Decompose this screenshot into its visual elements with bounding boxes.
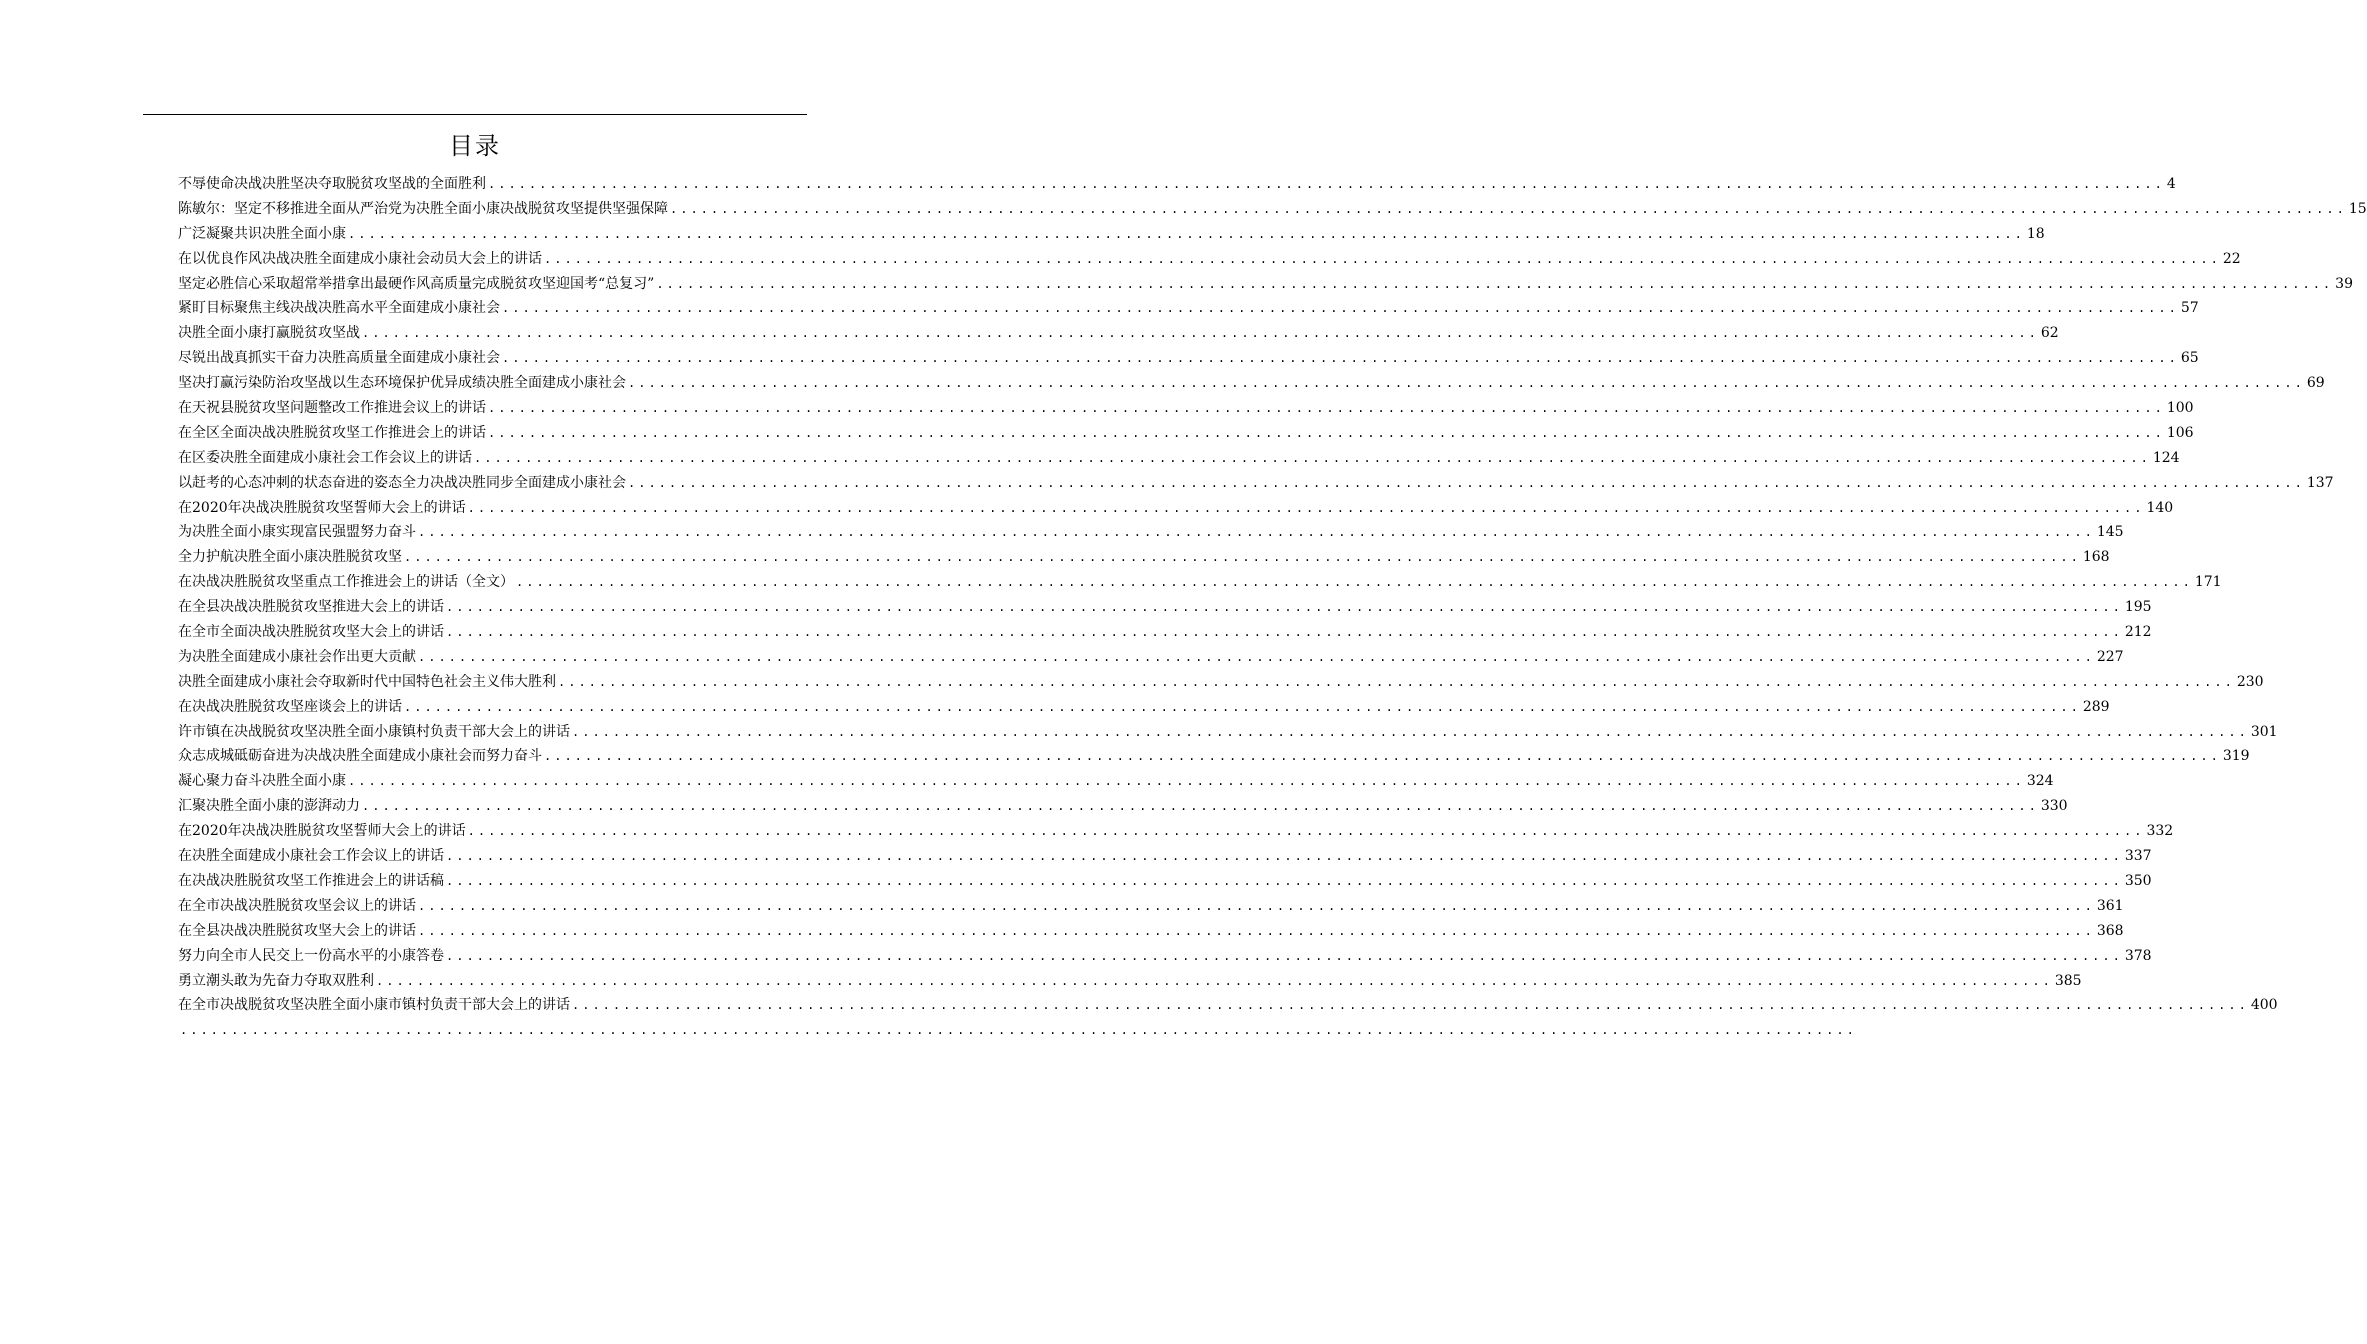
toc-entry[interactable] <box>178 720 2278 745</box>
toc-dot-leader <box>544 247 2221 272</box>
toc-entry[interactable] <box>178 620 2152 645</box>
toc-dot-leader <box>628 371 2305 396</box>
toc-entry-title[interactable]: 在全市决战决胜脱贫攻坚会议上的讲话 <box>178 897 416 914</box>
toc-dot-leader <box>488 172 2165 197</box>
toc-entry-title[interactable]: 凝心聚力奋斗决胜全面小康 <box>178 773 346 790</box>
toc-entry[interactable] <box>178 794 2068 819</box>
toc-entry[interactable] <box>178 645 2124 670</box>
toc-entry[interactable] <box>178 595 2152 620</box>
toc-entry-title[interactable]: 在决战决胜脱贫攻坚工作推进会上的讲话稿 <box>178 872 444 889</box>
toc-dot-leader <box>446 844 2123 869</box>
toc-entry[interactable] <box>178 371 2325 396</box>
toc-page-number[interactable]: 319 <box>2222 748 2250 765</box>
toc-page-number[interactable]: 212 <box>2124 624 2152 641</box>
toc-page-number[interactable]: 15 <box>2348 200 2367 217</box>
toc-entry[interactable] <box>178 296 2199 321</box>
toc-page-number[interactable]: 168 <box>2082 549 2110 566</box>
toc-entry[interactable] <box>178 570 2222 595</box>
toc-page-number[interactable]: 22 <box>2222 250 2241 267</box>
toc-dot-leader <box>446 595 2123 620</box>
toc-entry-title[interactable]: 在2020年决战决胜脱贫攻坚誓师大会上的讲话 <box>178 823 466 840</box>
toc-dot-leader <box>180 1018 1857 1043</box>
toc-dot-leader <box>502 346 2179 371</box>
toc-entry[interactable] <box>178 471 2334 496</box>
toc-entry[interactable] <box>178 869 2152 894</box>
toc-dot-leader <box>418 919 2095 944</box>
toc-page-number[interactable]: 100 <box>2166 400 2194 417</box>
toc-page-number[interactable]: 106 <box>2166 424 2194 441</box>
toc-page-number[interactable]: 400 <box>2250 997 2278 1014</box>
toc-entry-title[interactable]: 在决战决胜脱贫攻坚重点工作推进会上的讲话（全文） <box>178 574 514 591</box>
page-title: 目录 <box>449 132 501 160</box>
toc-page-number[interactable]: 145 <box>2096 524 2124 541</box>
toc-entry-title[interactable]: 勇立潮头敢为先奋力夺取双胜利 <box>178 972 374 989</box>
toc-entry-title[interactable]: 许市镇在决战脱贫攻坚决胜全面小康镇村负责干部大会上的讲话 <box>178 723 570 740</box>
toc-entry-title[interactable]: 在全区全面决战决胜脱贫攻坚工作推进会上的讲话 <box>178 424 486 441</box>
toc-page-number[interactable]: 368 <box>2096 922 2124 939</box>
toc-entry-title[interactable]: 为决胜全面建成小康社会作出更大贡献 <box>178 648 416 665</box>
toc-dot-leader <box>404 545 2081 570</box>
toc-entry-title[interactable]: 众志成城砥砺奋进为决战决胜全面建成小康社会而努力奋斗 <box>178 748 542 765</box>
toc-entry[interactable] <box>178 1018 806 1043</box>
toc-page-number[interactable]: 124 <box>2152 449 2180 466</box>
toc-entry-title[interactable]: 尽锐出战真抓实干奋力决胜高质量全面建成小康社会 <box>178 350 500 367</box>
toc-dot-leader <box>376 969 2053 994</box>
toc-entry[interactable] <box>178 496 2174 521</box>
toc-page-number[interactable]: 385 <box>2054 972 2082 989</box>
toc-entry-title[interactable]: 在全市全面决战决胜脱贫攻坚大会上的讲话 <box>178 624 444 641</box>
toc-page-number[interactable]: 4 <box>2166 176 2176 192</box>
toc-entry[interactable] <box>178 744 2250 769</box>
toc-page-number[interactable]: 62 <box>2040 325 2059 342</box>
table-of-contents <box>178 172 2367 1043</box>
toc-entry[interactable] <box>178 172 2176 197</box>
toc-entry[interactable] <box>178 421 2194 446</box>
toc-entry[interactable] <box>178 545 2110 570</box>
toc-page-number[interactable]: 301 <box>2250 723 2278 740</box>
toc-entry-title[interactable]: 坚定必胜信心采取超常举措拿出最硬作风高质量完成脱贫攻坚迎国考“总复习” <box>178 275 655 292</box>
toc-dot-leader <box>572 993 2249 1018</box>
toc-entry-title[interactable]: 汇聚决胜全面小康的澎湃动力 <box>178 798 360 815</box>
toc-entry-title[interactable]: 在决胜全面建成小康社会工作会议上的讲话 <box>178 848 444 865</box>
toc-dot-leader <box>348 769 2025 794</box>
toc-entry[interactable] <box>178 520 2124 545</box>
toc-entry[interactable] <box>178 894 2124 919</box>
toc-entry[interactable] <box>178 321 2059 346</box>
toc-dot-leader <box>468 496 2145 521</box>
toc-entry[interactable] <box>178 247 2241 272</box>
toc-page-number[interactable]: 330 <box>2040 798 2068 815</box>
toc-dot-leader <box>404 695 2081 720</box>
toc-page-number[interactable]: 350 <box>2124 872 2152 889</box>
toc-entry[interactable] <box>178 769 2054 794</box>
toc-entry[interactable] <box>178 272 2353 297</box>
toc-page-number[interactable]: 195 <box>2124 599 2152 616</box>
toc-entry[interactable] <box>178 695 2110 720</box>
toc-dot-leader <box>572 720 2249 745</box>
toc-entry[interactable] <box>178 919 2124 944</box>
toc-dot-leader <box>502 296 2179 321</box>
toc-entry-title[interactable]: 在天祝县脱贫攻坚问题整改工作推进会议上的讲话 <box>178 400 486 417</box>
toc-entry-title[interactable]: 在全县决战决胜脱贫攻坚推进大会上的讲话 <box>178 599 444 616</box>
toc-entry-title[interactable]: 在全县决战决胜脱贫攻坚大会上的讲话 <box>178 922 416 939</box>
toc-dot-leader <box>516 570 2193 595</box>
toc-dot-leader <box>446 869 2123 894</box>
toc-entry-title[interactable]: 努力向全市人民交上一份高水平的小康答卷 <box>178 947 444 964</box>
toc-entry-title[interactable]: 在2020年决战决胜脱贫攻坚誓师大会上的讲话 <box>178 499 466 516</box>
toc-entry-title[interactable]: 决胜全面小康打赢脱贫攻坚战 <box>178 325 360 342</box>
toc-dot-leader <box>488 396 2165 421</box>
toc-entry[interactable] <box>178 993 2278 1018</box>
toc-dot-leader <box>670 197 2347 222</box>
toc-entry-title[interactable]: 在以优良作风决战决胜全面建成小康社会动员大会上的讲话 <box>178 250 542 267</box>
toc-entry-title[interactable]: 广泛凝聚共识决胜全面小康 <box>178 225 346 242</box>
toc-page-number[interactable]: 18 <box>2026 225 2045 242</box>
toc-dot-leader <box>446 620 2123 645</box>
toc-page-number[interactable]: 332 <box>2146 823 2174 840</box>
toc-page-number[interactable]: 361 <box>2096 897 2124 914</box>
toc-entry[interactable] <box>178 844 2152 869</box>
toc-entry-title[interactable]: 在决战决胜脱贫攻坚座谈会上的讲话 <box>178 698 402 715</box>
toc-entry[interactable] <box>178 446 2180 471</box>
header-rule <box>143 114 807 115</box>
toc-page-number[interactable]: 227 <box>2096 648 2124 665</box>
toc-page-number[interactable]: 289 <box>2082 698 2110 715</box>
toc-page-number[interactable]: 337 <box>2124 848 2152 865</box>
toc-entry[interactable] <box>178 819 2174 844</box>
toc-entry-title[interactable]: 陈敏尔：坚定不移推进全面从严治党为决胜全面小康决战脱贫攻坚提供坚强保障 <box>178 200 668 217</box>
toc-entry-title[interactable]: 不辱使命决战决胜坚决夺取脱贫攻坚战的全面胜利 <box>178 176 486 192</box>
toc-entry-title[interactable]: 在全市决战脱贫攻坚决胜全面小康市镇村负责干部大会上的讲话 <box>178 997 570 1014</box>
toc-entry[interactable] <box>178 944 2152 969</box>
toc-page-number[interactable]: 140 <box>2146 499 2174 516</box>
toc-page-number[interactable]: 137 <box>2306 474 2334 491</box>
toc-page-number[interactable]: 39 <box>2335 275 2353 292</box>
toc-page-number[interactable]: 171 <box>2194 574 2222 591</box>
toc-dot-leader <box>446 944 2123 969</box>
toc-dot-leader <box>418 520 2095 545</box>
toc-dot-leader <box>488 421 2165 446</box>
toc-entry-title[interactable]: 决胜全面建成小康社会夺取新时代中国特色社会主义伟大胜利 <box>178 673 556 690</box>
toc-entry[interactable] <box>178 346 2199 371</box>
toc-dot-leader <box>656 272 2333 297</box>
toc-dot-leader <box>558 670 2235 695</box>
toc-entry[interactable] <box>178 969 2082 994</box>
toc-dot-leader <box>628 471 2305 496</box>
toc-dot-leader <box>468 819 2145 844</box>
toc-entry-title[interactable]: 全力护航决胜全面小康决胜脱贫攻坚 <box>178 549 402 566</box>
toc-entry-title[interactable]: 在区委决胜全面建成小康社会工作会议上的讲话 <box>178 449 472 466</box>
toc-entry-title[interactable]: 紧盯目标聚焦主线决战决胜高水平全面建成小康社会 <box>178 300 500 317</box>
toc-dot-leader <box>544 744 2221 769</box>
toc-entry[interactable] <box>178 396 2194 421</box>
toc-entry[interactable] <box>178 197 2367 222</box>
toc-page-number[interactable]: 65 <box>2180 350 2199 367</box>
toc-dot-leader <box>418 645 2095 670</box>
toc-page-number[interactable]: 230 <box>2236 673 2264 690</box>
toc-entry[interactable] <box>178 222 2045 247</box>
toc-dot-leader <box>474 446 2151 471</box>
toc-page-number[interactable]: 324 <box>2026 773 2054 790</box>
toc-entry-title[interactable]: 以赶考的心态冲刺的状态奋进的姿态全力决战决胜同步全面建成小康社会 <box>178 474 626 491</box>
toc-dot-leader <box>418 894 2095 919</box>
toc-dot-leader <box>362 321 2039 346</box>
toc-page-number[interactable]: 378 <box>2124 947 2152 964</box>
toc-dot-leader <box>348 222 2025 247</box>
toc-page-number[interactable]: 69 <box>2306 375 2325 392</box>
toc-page-number[interactable]: 57 <box>2180 300 2199 317</box>
toc-entry-title[interactable]: 为决胜全面小康实现富民强盟努力奋斗 <box>178 524 416 541</box>
toc-dot-leader <box>362 794 2039 819</box>
toc-entry[interactable] <box>178 670 2264 695</box>
toc-entry-title[interactable]: 坚决打赢污染防治攻坚战以生态环境保护优异成绩决胜全面建成小康社会 <box>178 375 626 392</box>
